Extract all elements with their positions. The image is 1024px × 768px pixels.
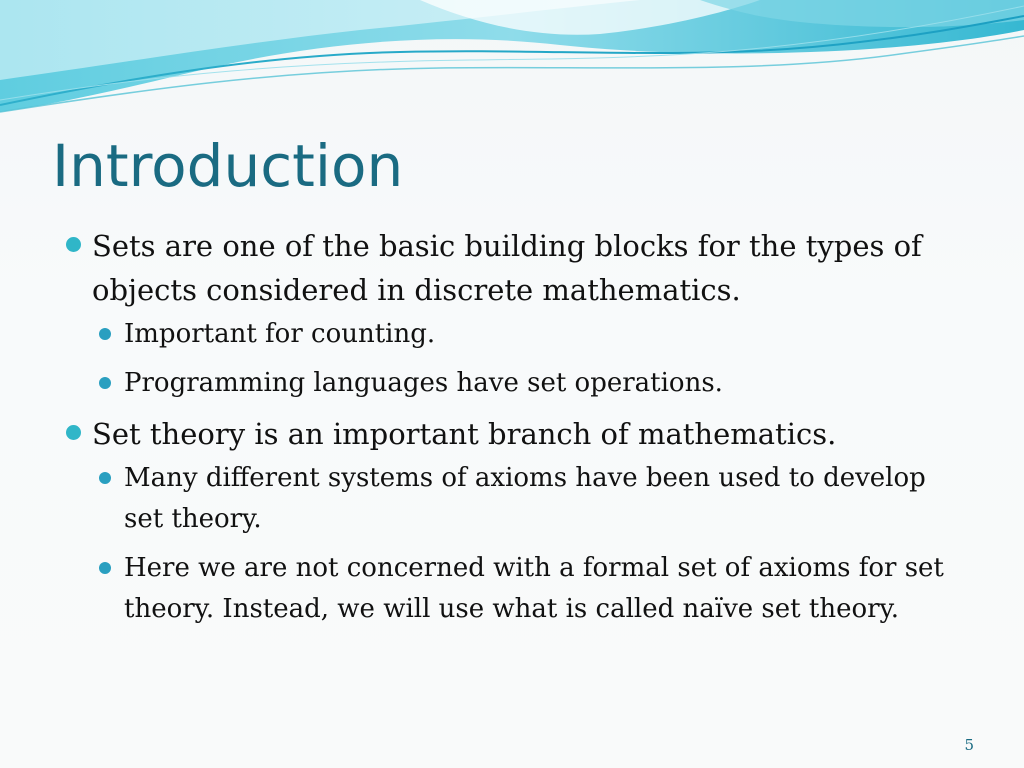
bullet-text: Set theory is an important branch of mathematics. bbox=[92, 417, 837, 451]
bullet-text: Sets are one of the basic building blocks for the types of objects considered in discrete mathematics. bbox=[92, 229, 922, 307]
sub-bullet-text: Programming languages have set operations. bbox=[124, 368, 723, 398]
page-number: 5 bbox=[964, 736, 974, 754]
wave-header-decoration bbox=[0, 0, 1024, 130]
sub-bullet-item bbox=[92, 458, 960, 540]
sub-bullet-item bbox=[92, 548, 960, 630]
sub-bullet-list bbox=[92, 314, 960, 404]
sub-bullet-dot-icon bbox=[99, 472, 111, 484]
sub-bullet-item bbox=[92, 363, 960, 404]
sub-bullet-item bbox=[92, 314, 960, 355]
bullet-dot-icon bbox=[66, 425, 81, 440]
sub-bullet-list bbox=[92, 458, 960, 630]
slide-title: Introduction bbox=[52, 132, 404, 200]
bullet-dot-icon bbox=[66, 237, 81, 252]
sub-bullet-text: Here we are not concerned with a formal set of axioms for set theory. Instead, we will use what is called naïve set theory. bbox=[124, 553, 944, 624]
sub-bullet-text: Many different systems of axioms have been used to develop set theory. bbox=[124, 463, 926, 534]
sub-bullet-dot-icon bbox=[99, 377, 111, 389]
sub-bullet-text: Important for counting. bbox=[124, 319, 436, 349]
slide-content bbox=[60, 224, 960, 638]
sub-bullet-dot-icon bbox=[99, 328, 111, 340]
bullet-item bbox=[60, 412, 960, 630]
bullet-list bbox=[60, 224, 960, 630]
bullet-item bbox=[60, 224, 960, 404]
sub-bullet-dot-icon bbox=[99, 562, 111, 574]
